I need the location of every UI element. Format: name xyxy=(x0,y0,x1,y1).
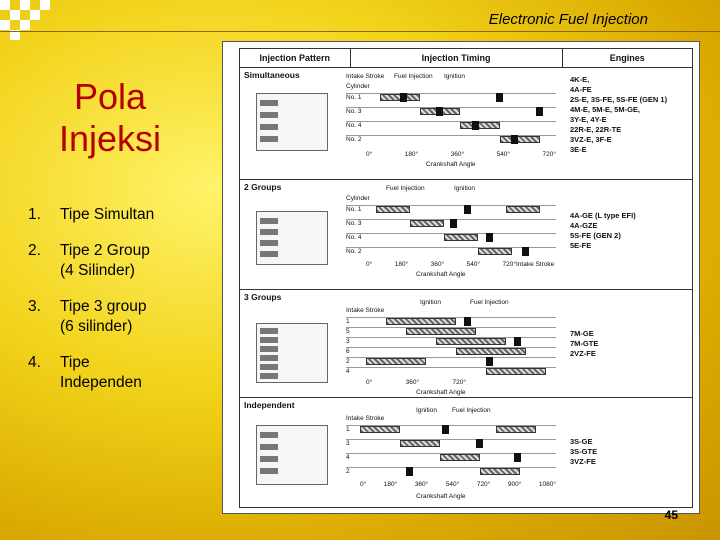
list-number: 2. xyxy=(28,242,41,259)
timing-label: Ignition xyxy=(444,73,465,80)
row-label: No. 3 xyxy=(346,220,362,227)
injection-pattern-table xyxy=(222,41,700,514)
engine-list: 3S-GE 3S-GTE 3VZ-FE xyxy=(570,437,598,466)
row-label: 5 xyxy=(346,328,350,335)
list-number: 4. xyxy=(28,354,41,371)
timing-label: Fuel Injection xyxy=(470,299,509,306)
row-label: No. 1 xyxy=(346,94,362,101)
engine-list: 7M-GE 7M-GTE 2VZ-FE xyxy=(570,329,599,358)
axis-label: Crankshaft Angle xyxy=(416,389,466,396)
cylinder-label: Cylinder xyxy=(346,83,370,90)
angle-axis: 0° 180° 360° 540° 720° 900° 1080° xyxy=(360,481,556,488)
cylinder-label: Cylinder xyxy=(346,195,370,202)
angle-axis: 0° 180° 360° 540° 720° xyxy=(366,261,516,268)
timing-diagram xyxy=(346,73,566,177)
row-label: 1 xyxy=(346,318,350,325)
axis-label: Crankshaft Angle xyxy=(416,493,466,500)
injector-diagram xyxy=(256,323,328,383)
section-independent xyxy=(239,397,693,508)
timing-label: Intake Stroke xyxy=(516,261,555,268)
header-engines: Engines xyxy=(609,53,645,63)
row-label: 3 xyxy=(346,440,350,447)
slide-title-line1: Pola xyxy=(73,76,147,117)
timing-label: Fuel Injection xyxy=(394,73,433,80)
row-label: No. 4 xyxy=(346,122,362,129)
row-label: 4 xyxy=(346,368,350,375)
timing-label: Fuel Injection xyxy=(452,407,491,414)
axis-label: Crankshaft Angle xyxy=(416,271,466,278)
section-label: 2 Groups xyxy=(244,182,282,192)
list-number: 3. xyxy=(28,298,41,315)
list-text: Tipe Independen xyxy=(60,354,142,391)
injection-type-list xyxy=(28,205,218,409)
corner-checker-decoration xyxy=(0,0,60,42)
row-label: No. 1 xyxy=(346,206,362,213)
timing-label: Intake Stroke xyxy=(346,415,385,422)
slide-title-line2: Injeksi xyxy=(58,118,162,159)
row-label: 1 xyxy=(346,426,350,433)
row-label: 2 xyxy=(346,468,350,475)
table-header xyxy=(239,48,693,68)
list-text: Tipe 3 group (6 silinder) xyxy=(60,298,147,335)
header-injection-timing: Injection Timing xyxy=(351,49,563,67)
row-label: 3 xyxy=(346,338,350,345)
list-text: Tipe 2 Group (4 Silinder) xyxy=(60,242,150,279)
angle-axis: 0° 180° 360° 540° 720° xyxy=(366,151,556,158)
section-label: Independent xyxy=(244,400,295,410)
list-item xyxy=(28,205,218,225)
engine-list: 4K-E, 4A-FE 2S-E, 3S-FE, 5S-FE (GEN 1) 4M-E, 5M-E, 5M-GE, 3Y-E, 4Y-E 22R-E, 22R-TE 3VZ-E, 3F-E 3E-E xyxy=(570,75,668,154)
row-label: No. 3 xyxy=(346,108,362,115)
section-label: Simultaneous xyxy=(244,70,300,80)
axis-label: Crankshaft Angle xyxy=(426,161,476,168)
timing-label: Intake Stroke xyxy=(346,307,385,314)
injector-diagram xyxy=(256,425,328,485)
row-label: 4 xyxy=(346,454,350,461)
list-item xyxy=(28,353,218,393)
injector-diagram xyxy=(256,211,328,265)
header-injection-pattern: Injection Pattern xyxy=(240,49,351,67)
timing-label: Ignition xyxy=(416,407,437,414)
section-2-groups xyxy=(239,179,693,290)
row-label: No. 2 xyxy=(346,248,362,255)
list-text: Tipe Simultan xyxy=(60,206,155,223)
row-label: No. 4 xyxy=(346,234,362,241)
engine-list: 4A-GE (L type EFI) 4A-GZE 5S-FE (GEN 2) 5E-FE xyxy=(570,211,636,250)
section-3-groups xyxy=(239,289,693,398)
timing-label: Ignition xyxy=(420,299,441,306)
injector-diagram xyxy=(256,93,328,151)
timing-label: Ignition xyxy=(454,185,475,192)
row-label: No. 2 xyxy=(346,136,362,143)
row-label: 2 xyxy=(346,358,350,365)
timing-diagram xyxy=(346,185,566,285)
slide-title xyxy=(40,76,180,160)
list-number: 1. xyxy=(28,206,41,223)
header-divider xyxy=(0,31,720,32)
list-item xyxy=(28,241,218,281)
section-simultaneous xyxy=(239,67,693,180)
row-label: 6 xyxy=(346,348,350,355)
header-title: Electronic Fuel Injection xyxy=(488,11,648,28)
section-label: 3 Groups xyxy=(244,292,282,302)
timing-label: Intake Stroke xyxy=(346,73,385,80)
angle-axis: 0° 360° 720° xyxy=(366,379,466,386)
timing-diagram xyxy=(346,299,566,397)
list-item xyxy=(28,297,218,337)
timing-label: Fuel Injection xyxy=(386,185,425,192)
timing-diagram xyxy=(346,407,566,505)
page-number: 45 xyxy=(664,508,678,522)
